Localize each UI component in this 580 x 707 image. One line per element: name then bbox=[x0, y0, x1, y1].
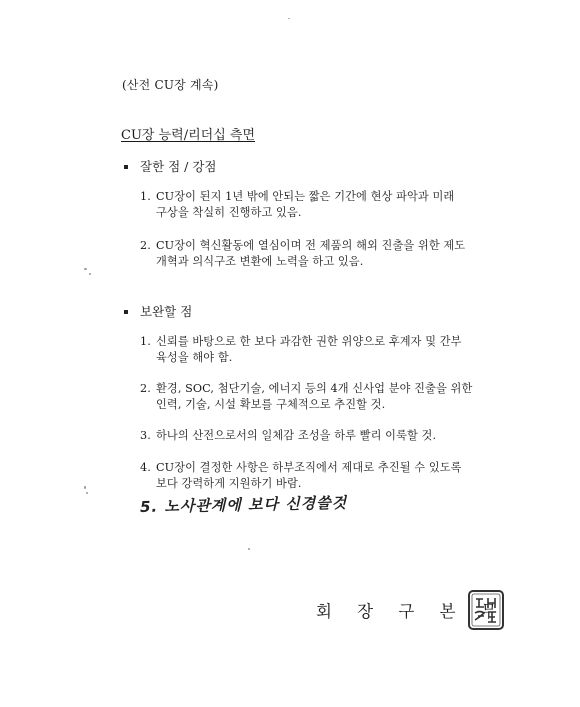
section-title: CU장 능력/리더십 측면 bbox=[121, 128, 256, 143]
seal-stamp-icon bbox=[466, 588, 506, 632]
improvement-item bbox=[140, 334, 462, 366]
item-number: 3. bbox=[140, 429, 151, 442]
item-line: CU장이 된지 1년 밖에 안되는 짧은 기간에 현상 파악과 미래 bbox=[156, 190, 455, 203]
strength-item bbox=[140, 189, 454, 221]
bullet-square-icon bbox=[124, 310, 128, 314]
item-number: 2. bbox=[140, 382, 151, 395]
item-line: 육성을 해야 함. bbox=[156, 351, 233, 364]
scan-speck bbox=[84, 268, 87, 270]
strengths-heading: 잘한 점 / 강점 bbox=[140, 159, 217, 174]
handwritten-note: 5. 노사관계에 보다 신경쓸것 bbox=[139, 493, 348, 516]
bullet-square-icon bbox=[124, 165, 128, 169]
improvement-item bbox=[140, 428, 436, 444]
item-line: 개혁과 의식구조 변환에 노력을 하고 있음. bbox=[156, 255, 364, 268]
item-number: 1. bbox=[140, 335, 151, 348]
continued-label: (산전 CU장 계속) bbox=[122, 78, 219, 92]
scan-speck bbox=[288, 18, 290, 19]
item-line: 인력, 기술, 시설 확보를 구체적으로 추진할 것. bbox=[156, 398, 386, 411]
scan-speck bbox=[86, 492, 88, 494]
signature-name: 회 장 구 본 무 bbox=[316, 602, 507, 621]
item-line: CU장이 혁신활동에 열심이며 전 제품의 해외 진출을 위한 제도 bbox=[156, 239, 466, 252]
item-number: 1. bbox=[140, 190, 151, 203]
improvements-heading: 보완할 점 bbox=[140, 304, 193, 319]
item-line: CU장이 결정한 사항은 하부조직에서 제대로 추진될 수 있도록 bbox=[156, 461, 462, 474]
strength-item bbox=[140, 238, 465, 270]
item-line: 신뢰를 바탕으로 한 보다 과감한 권한 위양으로 후계자 및 간부 bbox=[156, 335, 462, 348]
improvements-heading-row bbox=[124, 302, 192, 320]
item-line: 구상을 착실히 진행하고 있음. bbox=[156, 206, 302, 219]
improvement-item bbox=[140, 381, 472, 413]
scan-speck bbox=[248, 548, 250, 550]
improvement-item bbox=[140, 460, 462, 492]
scan-speck bbox=[89, 273, 91, 275]
strengths-heading-row bbox=[124, 157, 217, 175]
item-number: 4. bbox=[140, 461, 151, 474]
item-line: 하나의 산전으로서의 일체감 조성을 하루 빨리 이룩할 것. bbox=[156, 429, 437, 442]
item-number: 2. bbox=[140, 239, 151, 252]
scan-speck bbox=[84, 486, 86, 489]
item-line: 환경, SOC, 첨단기술, 에너지 등의 4개 신사업 분야 진출을 위한 bbox=[156, 382, 473, 395]
item-line: 보다 강력하게 지원하기 바람. bbox=[156, 477, 302, 490]
